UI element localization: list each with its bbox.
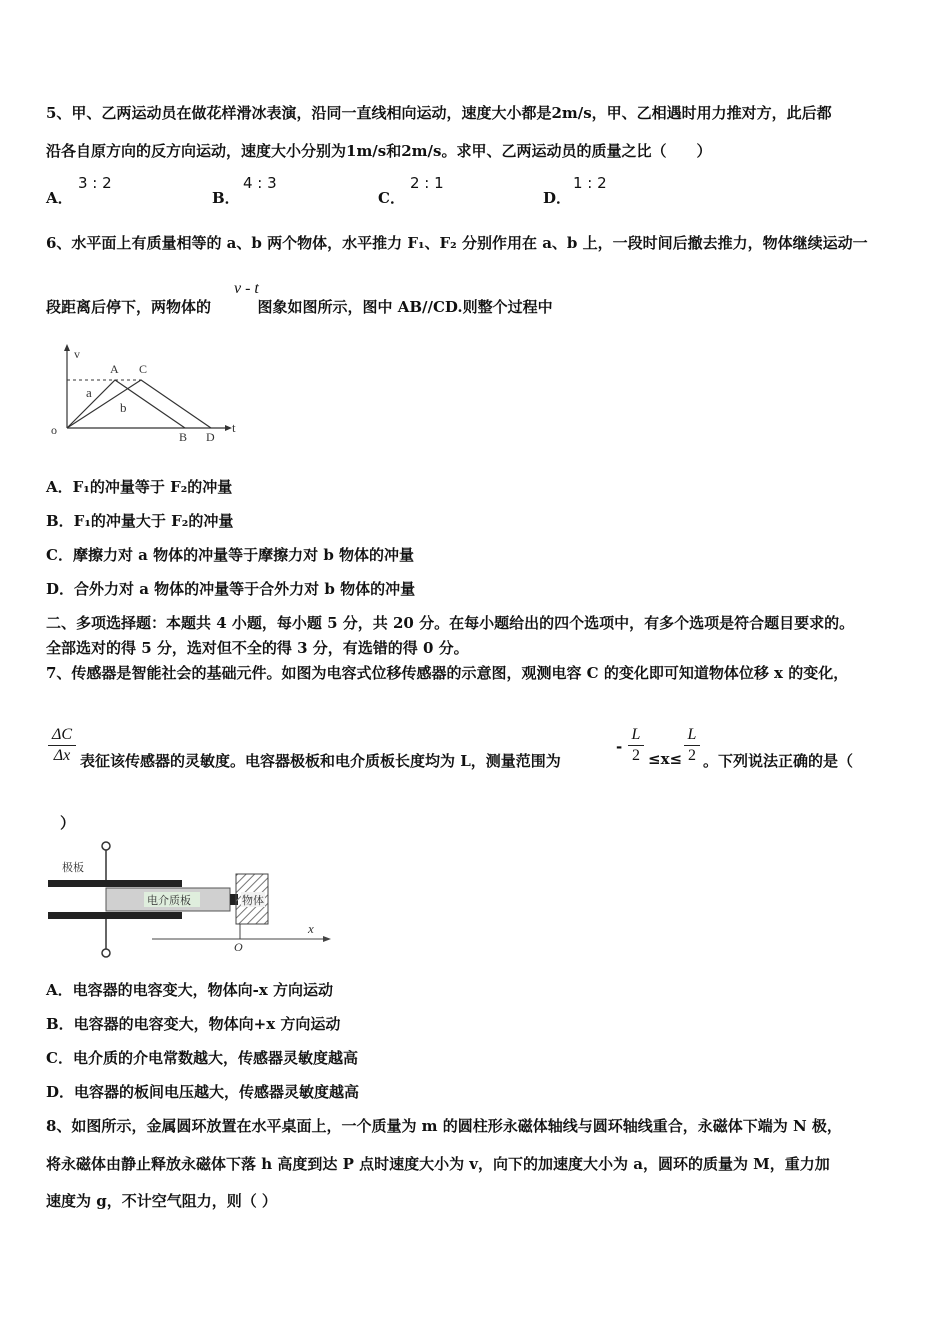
top-plate [48, 880, 182, 887]
q6-stem-line1: 6、水平面上有质量相等的 a、b 两个物体，水平推力 F₁、F₂ 分别作用在 a、b 上，一段时间后撤去推力，物体继续运动一 [46, 234, 868, 252]
option-letter: C． [378, 189, 405, 207]
q8-stem-line3: 速度为 g，不计空气阻力，则（ ） [46, 1192, 277, 1210]
capacitor-diagram [44, 838, 344, 963]
curve-b-label: b [120, 400, 127, 415]
q5-option-d-value: 1 : 2 [573, 174, 607, 192]
frac-numerator: L [687, 726, 697, 743]
q5-option-c-value: 2 : 1 [410, 174, 444, 192]
v-label: v [74, 347, 80, 361]
t-label: t [232, 420, 236, 435]
option-letter: D． [543, 189, 572, 207]
q7-stem-line1: 7、传感器是智能社会的基础元件。如图为电容式位移传感器的示意图，观测电容 C 的变化即可知道物体位移 x 的变化， [46, 664, 849, 682]
minus-sign: - [616, 738, 623, 756]
q6-stem-pre: 段距离后停下，两物体的 [46, 298, 212, 316]
range-inequality: ≤x≤ [648, 750, 683, 768]
q5-option-b-value: 4 : 3 [243, 174, 277, 192]
frac-denominator: 2 [632, 747, 640, 764]
object-label: 物体 [242, 894, 264, 907]
dielectric-label: 电介质板 [147, 894, 191, 907]
frac-bar [628, 745, 644, 746]
origin-label: o [51, 423, 57, 437]
origin-label: O [234, 940, 243, 954]
point-d-label: D [206, 430, 215, 444]
q5-option-a[interactable] [46, 187, 73, 208]
q5-option-a-value: 3 : 2 [78, 174, 112, 192]
plate-label: 极板 [62, 861, 84, 874]
q5-option-b[interactable] [212, 187, 240, 208]
section2-heading-line2: 全部选对的得 5 分，选对但不全的得 3 分，有选错的得 0 分。 [46, 639, 469, 657]
q6-vt-label: v - t [234, 280, 259, 297]
q5-stem-line2: 沿各自原方向的反方向运动，速度大小分别为1m/s和2m/s。求甲、乙两运动员的质量之比（ ） [46, 142, 712, 160]
top-terminal [102, 842, 110, 850]
frac-bar [48, 745, 76, 746]
point-b-label: B [179, 430, 188, 444]
frac-denominator: 2 [688, 747, 696, 764]
frac-numerator: ΔC [51, 726, 73, 743]
q6-option-a[interactable]: A．F₁的冲量等于 F₂的冲量 [46, 478, 233, 496]
frac-bar [684, 745, 700, 746]
point-c-label: C [139, 362, 148, 376]
q7-option-b[interactable]: B．电容器的电容变大，物体向+x 方向运动 [46, 1015, 341, 1033]
q8-stem-line2: 将永磁体由静止释放永磁体下落 h 高度到达 P 点时速度大小为 v，向下的加速度大小为 a，圆环的质量为 M，重力加 [46, 1155, 830, 1173]
q6-stem-post: 图象如图所示，图中 AB//CD.则整个过程中 [257, 298, 553, 316]
q5-option-c[interactable] [378, 187, 405, 208]
q7-option-a[interactable]: A．电容器的电容变大，物体向-x 方向运动 [46, 981, 334, 999]
bottom-terminal [102, 949, 110, 957]
option-letter: A． [46, 189, 73, 207]
q7-option-c[interactable]: C．电介质的介电常数越大，传感器灵敏度越高 [46, 1049, 358, 1067]
q7-stem-line2: 表征该传感器的灵敏度。电容器极板和电介质板长度均为 L，测量范围为 [80, 752, 561, 770]
x-axis-label: x [308, 921, 314, 936]
frac-numerator: L [631, 726, 641, 743]
q5-option-d[interactable] [543, 187, 571, 208]
q7-stem-line3: ） [60, 814, 76, 832]
curve-a-label: a [86, 385, 92, 400]
vt-graph [48, 340, 248, 450]
section2-heading-line1: 二、多项选择题：本题共 4 小题，每小题 5 分，共 20 分。在每小题给出的四个选项中，有多个选项是符合题目要求的。 [46, 614, 855, 632]
l-over-2 [684, 726, 700, 765]
q6-option-d[interactable]: D．合外力对 a 物体的冲量等于合外力对 b 物体的冲量 [46, 580, 416, 598]
point-a-label: A [110, 362, 119, 376]
q7-option-d[interactable]: D．电容器的板间电压越大，传感器灵敏度越高 [46, 1083, 360, 1101]
q8-stem-line1: 8、如图所示，金属圆环放置在水平桌面上，一个质量为 m 的圆柱形永磁体轴线与圆环轴线重合，永磁体下端为 N 极， [46, 1117, 842, 1135]
x-axis-arrow [323, 936, 331, 942]
option-letter: B． [212, 189, 240, 207]
bottom-plate [48, 912, 182, 919]
q5-stem-line1: 5、甲、乙两运动员在做花样滑冰表演，沿同一直线相向运动，速度大小都是2m/s，甲、乙相遇时用力推对方，此后都 [46, 104, 832, 122]
q6-option-b[interactable]: B．F₁的冲量大于 F₂的冲量 [46, 512, 234, 530]
delta-c-over-delta-x [48, 726, 76, 765]
q6-stem-line2 [46, 296, 553, 317]
neg-l-over-2 [628, 726, 644, 765]
q6-option-c[interactable]: C．摩擦力对 a 物体的冲量等于摩擦力对 b 物体的冲量 [46, 546, 415, 564]
v-axis-arrow [64, 344, 70, 351]
q7-stem-line2-end: 。下列说法正确的是（ [703, 752, 854, 770]
t-axis-arrow [225, 425, 232, 431]
frac-denominator: Δx [53, 747, 71, 764]
